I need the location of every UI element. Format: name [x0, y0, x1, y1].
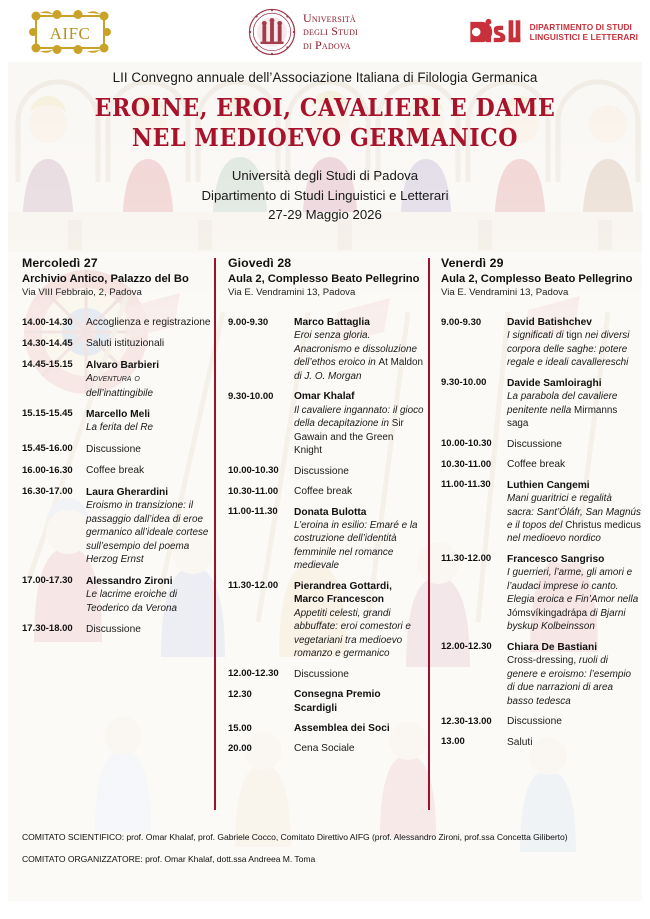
talk-title [507, 492, 641, 546]
schedule-label: Discussione [507, 716, 562, 728]
talk-title-italic: Il cavaliere ingannato: il gioco della decapitazione in [294, 404, 424, 430]
schedule-entry [294, 668, 424, 681]
schedule-entry [507, 438, 641, 451]
column-divider-2 [428, 258, 430, 810]
talk-title-italic: I significati di [507, 330, 567, 342]
schedule-entry [86, 575, 212, 615]
organizing-committee: COMITATO ORGANIZZATORE: prof. Omar Khalaf, dott.ssa Andreea M. Toma [22, 853, 316, 864]
schedule-row [441, 736, 641, 749]
conference-edition-line: LII Convegno annuale dell’Associazione Italiana di Filologia Germanica [112, 70, 538, 85]
schedule-row [22, 359, 212, 400]
talk-title-italic-tail: nei diversi corpora delle saghe: potere regale e ideali cavallereschi [507, 330, 630, 369]
talk-title-italic: I guerrieri, l’arme, gli amori e l’audaci imprese io canto. Elegia eroica e Fin’Amor nella [507, 567, 639, 606]
schedule-time: 10.30-11.00 [441, 458, 492, 470]
schedule-row [22, 623, 212, 636]
talk-title [507, 654, 641, 708]
talk-title [294, 607, 424, 661]
talk-title-italic-tail: di Bjarni byskup Kolbeinsson [507, 607, 626, 633]
talk-title-roman: tign [566, 330, 583, 342]
schedule-entry [507, 479, 641, 546]
talk-title [294, 404, 424, 458]
talk-title-italic: La ferita del Re [86, 422, 153, 434]
speaker-name: Marcello Meli [86, 408, 150, 420]
talk-title [294, 329, 424, 383]
schedule-entry [86, 316, 212, 329]
schedule-row [228, 485, 424, 498]
schedule-time: 14.45-15.15 [22, 359, 73, 371]
poster-title-line-1: EROINE, EROI, CAVALIERI E DAME [94, 93, 556, 122]
day-1-items [22, 316, 212, 636]
schedule-row [228, 722, 424, 735]
talk-title [294, 519, 424, 573]
schedule-label: Discussione [507, 438, 562, 450]
department-name: Dipartimento di Studi Linguistici e Letterari [201, 187, 449, 203]
schedule-row [228, 390, 424, 457]
schedule-entry [294, 390, 424, 457]
schedule-row [228, 668, 424, 681]
schedule-entry [86, 623, 212, 636]
schedule-entry [507, 715, 641, 728]
schedule-time: 9.30-10.00 [441, 377, 487, 389]
disll-line-1: DIPARTIMENTO DI STUDI [529, 21, 632, 32]
schedule-time: 17.00-17.30 [22, 575, 73, 587]
poster-footer [22, 832, 634, 875]
schedule-row [441, 458, 641, 471]
schedule-row [441, 377, 641, 431]
schedule-row [22, 486, 212, 567]
schedule-time: 16.30-17.00 [22, 486, 73, 498]
schedule-row [441, 479, 641, 546]
schedule-time: 20.00 [228, 742, 252, 754]
schedule-row [228, 506, 424, 573]
schedule-row [22, 575, 212, 615]
schedule-label: Discussione [86, 443, 141, 455]
schedule-entry [86, 464, 212, 477]
schedule-time: 15.45-16.00 [22, 443, 73, 455]
schedule-time: 10.30-11.00 [228, 485, 279, 497]
poster-header [0, 70, 650, 225]
schedule-time: 9.00-9.30 [441, 316, 482, 328]
schedule-entry [507, 553, 641, 634]
university-name: Università degli Studi di Padova [231, 167, 419, 183]
talk-title-italic: La parabola del cavaliere penitente nella [507, 391, 618, 416]
day-2-items [228, 316, 424, 756]
schedule-column-day-1 [22, 256, 212, 644]
day-address: Via E. Vendramini 13, Padova [228, 287, 356, 298]
schedule-entry [86, 337, 212, 350]
talk-title-roman-lead: Cross-dressing, [507, 655, 577, 667]
poster-title [0, 93, 650, 154]
day-title: Venerdì 29 [441, 256, 504, 270]
unipd-line-1: Università [303, 10, 356, 25]
schedule-time: 11.00-11.30 [228, 506, 278, 518]
schedule-time: 14.30-14.45 [22, 337, 73, 349]
speaker-name: Alessandro Zironi [86, 575, 173, 587]
schedule-row [228, 316, 424, 383]
schedule-time: 12.00-12.30 [441, 641, 492, 653]
schedule-label: Discussione [86, 623, 141, 635]
schedule-time: 15.15-15.45 [22, 408, 73, 420]
speaker-name: Marco Battaglia [294, 317, 370, 328]
talk-title-italic-tail: nel medioevo nordico [507, 533, 601, 545]
talk-title-italic: Eroismo in transizione: il passaggio dall’idea di eroe germanico all’ideale cortese sull’esempio del poema Herzog Ernst [86, 500, 209, 566]
talk-title [86, 372, 212, 400]
conference-dates: 27-29 Maggio 2026 [268, 207, 382, 223]
schedule-label: Accoglienza e registrazione [86, 317, 211, 328]
talk-title-italic-tail: di J. O. Morgan [294, 370, 362, 382]
schedule-time: 9.30-10.00 [228, 390, 274, 402]
schedule-entry [86, 359, 212, 400]
speaker-name: Francesco Sangriso [507, 553, 605, 565]
schedule-row [22, 337, 212, 350]
talk-title-roman: Jómsvíkingadrápa [507, 607, 588, 619]
day-address: Via E. Vendramini 13, Padova [441, 287, 569, 298]
schedule-entry [86, 486, 212, 567]
talk-title-italic: Appetiti celesti, grandi abbuffate: eroi comestori e vegetariani tra medioevo romanzo e germanico [294, 607, 411, 660]
day-venue: Archivio Antico, Palazzo del Bo [22, 273, 189, 285]
logo-bar [0, 0, 650, 62]
schedule-time: 17.30-18.00 [22, 623, 73, 635]
schedule-time: 12.30-13.00 [441, 715, 492, 727]
schedule-time: 16.00-16.30 [22, 464, 73, 476]
schedule-time: 10.00-10.30 [228, 465, 279, 477]
speaker-name: Chiara De Bastiani [507, 641, 598, 653]
aifc-logo-text: AIFC [49, 24, 91, 43]
schedule-entry [294, 316, 424, 383]
disll-mark-icon [468, 12, 523, 52]
schedule-row [228, 742, 424, 755]
talk-title-italic: L’eroina in esilio: Emaré e la costruzione dell’identità femminile nel romance medievale [294, 520, 418, 572]
talk-title-italic: ruoli di genere e eroismo: l’esempio di due narrazioni di area basso tedesca [507, 655, 632, 707]
schedule-time: 14.00-14.30 [22, 316, 73, 328]
schedule-columns [0, 256, 650, 816]
schedule-time: 11.30-12.00 [441, 553, 492, 565]
speaker-name: Donata Bulotta [294, 506, 367, 518]
schedule-time: 11.00-11.30 [441, 479, 491, 491]
unipd-line-3: di Padova [303, 37, 351, 52]
schedule-row [441, 316, 641, 370]
column-divider-1 [214, 258, 216, 810]
schedule-label: Discussione [294, 465, 349, 477]
schedule-row [228, 465, 424, 478]
talk-title-roman: At Maldon [378, 357, 424, 369]
talk-title [507, 329, 641, 369]
talk-title-roman: Christus medicus [565, 520, 641, 532]
schedule-label: Coffee break [507, 459, 566, 471]
talk-title-italic: Eroi senza gloria. Anacronismo e dissoluzione dell’ethos eroico in [294, 330, 417, 369]
speaker-name: Pierandrea Gottardi, Marco Francescon [294, 580, 392, 606]
day-address: Via VIII Febbraio, 2, Padova [22, 287, 142, 298]
talk-title-italic: Mani guaritrici e regalità sacra: Sant’Óláfr, San Magnús e il topos del [507, 493, 641, 532]
unipd-line-2: degli Studi [303, 24, 358, 39]
schedule-label: Coffee break [86, 465, 145, 477]
talk-title-roman: Sir Gawain and the Green Knight [294, 418, 404, 457]
schedule-entry [86, 408, 212, 435]
host-info [0, 166, 650, 225]
schedule-entry [507, 316, 641, 370]
disll-line-2: LINGUISTICI E LETTERARI [529, 32, 638, 42]
schedule-entry [294, 485, 424, 498]
talk-title-italic: Le lacrime eroiche di Teoderico da Verona [86, 589, 178, 614]
schedule-entry [507, 458, 641, 471]
day-title: Mercoledì 27 [22, 256, 98, 270]
schedule-row [22, 408, 212, 435]
schedule-time: 15.00 [228, 722, 252, 734]
schedule-label: Cena Sociale [294, 743, 355, 755]
schedule-row [441, 715, 641, 728]
schedule-row [228, 580, 424, 661]
speaker-name: David Batishchev [507, 317, 592, 328]
schedule-row [22, 443, 212, 456]
schedule-entry [294, 742, 424, 755]
day-title: Giovedì 28 [228, 256, 292, 270]
unipd-seal-icon [248, 8, 296, 56]
aifc-logo-icon [26, 8, 114, 56]
schedule-entry [507, 377, 641, 431]
talk-title-rest: dell’inattingibile [86, 387, 153, 399]
schedule-time: 10.00-10.30 [441, 438, 492, 450]
speaker-name: Davide Samloiraghi [507, 377, 602, 389]
scientific-committee: COMITATO SCIENTIFICO: prof. Omar Khalaf, prof. Gabriele Cocco, Comitato Direttivo AIFG (prof. Alessandro Zironi, prof.ssa Concetta Giliberto) [22, 832, 568, 842]
schedule-row [22, 316, 212, 329]
schedule-label: Discussione [294, 668, 349, 680]
unipd-logo-text [303, 12, 358, 52]
speaker-name: Laura Gherardini [86, 486, 169, 498]
schedule-entry [294, 506, 424, 573]
schedule-row [441, 641, 641, 708]
speaker-name: Assemblea dei Soci [294, 723, 390, 735]
schedule-entry [507, 736, 641, 749]
schedule-column-day-2 [228, 256, 424, 763]
schedule-row [22, 464, 212, 477]
schedule-time: 13.00 [441, 736, 465, 748]
speaker-name: Luthien Cangemi [507, 479, 590, 491]
schedule-entry [294, 580, 424, 661]
schedule-time: 11.30-12.00 [228, 580, 279, 592]
schedule-label: Coffee break [294, 486, 353, 498]
schedule-entry [507, 641, 641, 708]
talk-title-roman: Mirmanns saga [507, 404, 618, 430]
talk-title [507, 566, 641, 633]
schedule-time: 12.30 [228, 688, 252, 700]
speaker-name: Consegna Premio Scardigli [294, 689, 381, 714]
schedule-row [228, 688, 424, 715]
talk-title [507, 390, 641, 430]
talk-title [86, 499, 212, 566]
universita-padova-logo [248, 6, 408, 58]
schedule-row [441, 553, 641, 634]
aifc-logo [26, 8, 114, 56]
schedule-label: Saluti istituzionali [86, 338, 165, 350]
schedule-entry [294, 722, 424, 735]
schedule-time: 12.00-12.30 [228, 668, 279, 680]
schedule-column-day-3 [441, 256, 641, 756]
day-venue: Aula 2, Complesso Beato Pellegrino [441, 273, 633, 285]
disll-logo [468, 10, 638, 54]
schedule-row [441, 438, 641, 451]
schedule-time: 9.00-9.30 [228, 316, 269, 328]
schedule-entry [86, 443, 212, 456]
disll-logo-text [530, 22, 638, 43]
schedule-entry [294, 688, 424, 715]
schedule-label: Saluti [507, 736, 533, 748]
speaker-name: Alvaro Barbieri [86, 359, 160, 371]
talk-title [86, 588, 212, 615]
speaker-name: Omar Khalaf [294, 391, 355, 403]
day-venue: Aula 2, Complesso Beato Pellegrino [228, 273, 420, 285]
day-3-items [441, 316, 641, 749]
talk-title-smallcaps: Adventura o [86, 373, 140, 385]
schedule-entry [294, 465, 424, 478]
poster-title-line-2: NEL MEDIOEVO GERMANICO [131, 123, 519, 153]
talk-title [86, 421, 212, 434]
